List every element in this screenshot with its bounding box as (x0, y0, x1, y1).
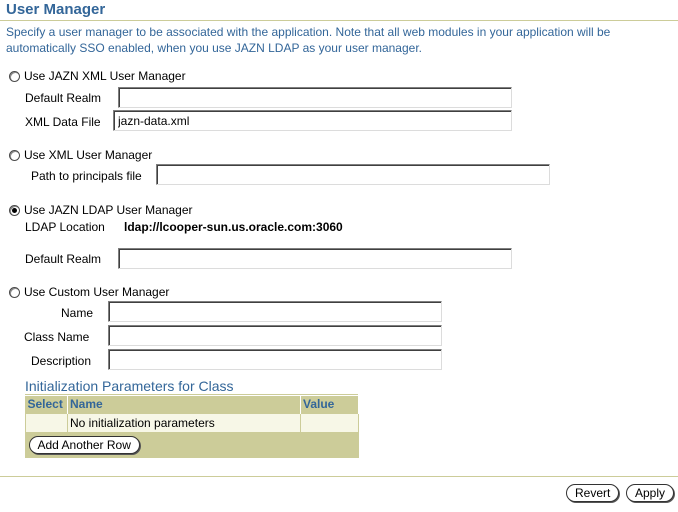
init-params-table (25, 396, 359, 458)
xml-option[interactable] (9, 148, 152, 162)
table-footer (26, 432, 359, 458)
custom-name-input[interactable] (108, 301, 442, 322)
jazn-xml-radio-label: Use JAZN XML User Manager (24, 69, 186, 83)
ldap-default-realm-input[interactable] (118, 248, 512, 269)
empty-message: No initialization parameters (68, 413, 301, 432)
value-cell (301, 413, 359, 432)
xml-data-file-label: XML Data File (25, 115, 101, 129)
select-cell (26, 413, 68, 432)
revert-button[interactable]: Revert (566, 484, 619, 502)
principals-path-input[interactable] (156, 164, 550, 185)
jazn-xml-option[interactable] (9, 69, 186, 83)
custom-description-label: Description (31, 354, 92, 368)
class-name-input[interactable] (108, 325, 442, 346)
principals-path-label: Path to principals file (31, 169, 142, 183)
column-header-name: Name (68, 396, 301, 413)
ldap-location-label: LDAP Location (25, 220, 105, 234)
title-divider (0, 20, 678, 21)
add-row-button[interactable]: Add Another Row (29, 436, 140, 454)
custom-option[interactable] (9, 285, 169, 299)
jazn-ldap-radio[interactable] (9, 205, 20, 216)
page-title: User Manager (6, 1, 106, 18)
xml-data-file-input[interactable] (113, 110, 512, 131)
table-footer-row (26, 432, 359, 458)
jazn-ldap-radio-label: Use JAZN LDAP User Manager (24, 203, 193, 217)
ldap-location-value: ldap://lcooper-sun.us.oracle.com:3060 (124, 220, 343, 234)
apply-button[interactable]: Apply (626, 484, 674, 502)
custom-radio[interactable] (9, 287, 20, 298)
column-header-select: Select (26, 396, 68, 413)
xml-radio[interactable] (9, 150, 20, 161)
page-description: Specify a user manager to be associated with the application. Note that all web modules in your application will be automatically SSO enabled, when you use JAZN LDAP as your user manager. (6, 25, 611, 55)
custom-radio-label: Use Custom User Manager (24, 285, 170, 299)
xml-radio-label: Use XML User Manager (24, 148, 153, 162)
jazn-xml-default-realm-input[interactable] (118, 87, 512, 108)
custom-name-label: Name (61, 306, 94, 320)
table-row (26, 413, 359, 432)
jazn-xml-default-realm-label: Default Realm (25, 91, 102, 105)
ldap-default-realm-label: Default Realm (25, 252, 102, 266)
radio-selected-dot (12, 208, 17, 213)
jazn-ldap-option[interactable] (9, 203, 193, 217)
custom-description-input[interactable] (108, 349, 442, 370)
column-header-value: Value (301, 396, 359, 413)
init-params-divider (25, 394, 358, 395)
class-name-label: Class Name (24, 330, 90, 344)
table-header-row (26, 396, 359, 413)
footer-divider (0, 476, 678, 477)
jazn-xml-radio[interactable] (9, 71, 20, 82)
init-params-title: Initialization Parameters for Class (25, 378, 234, 394)
